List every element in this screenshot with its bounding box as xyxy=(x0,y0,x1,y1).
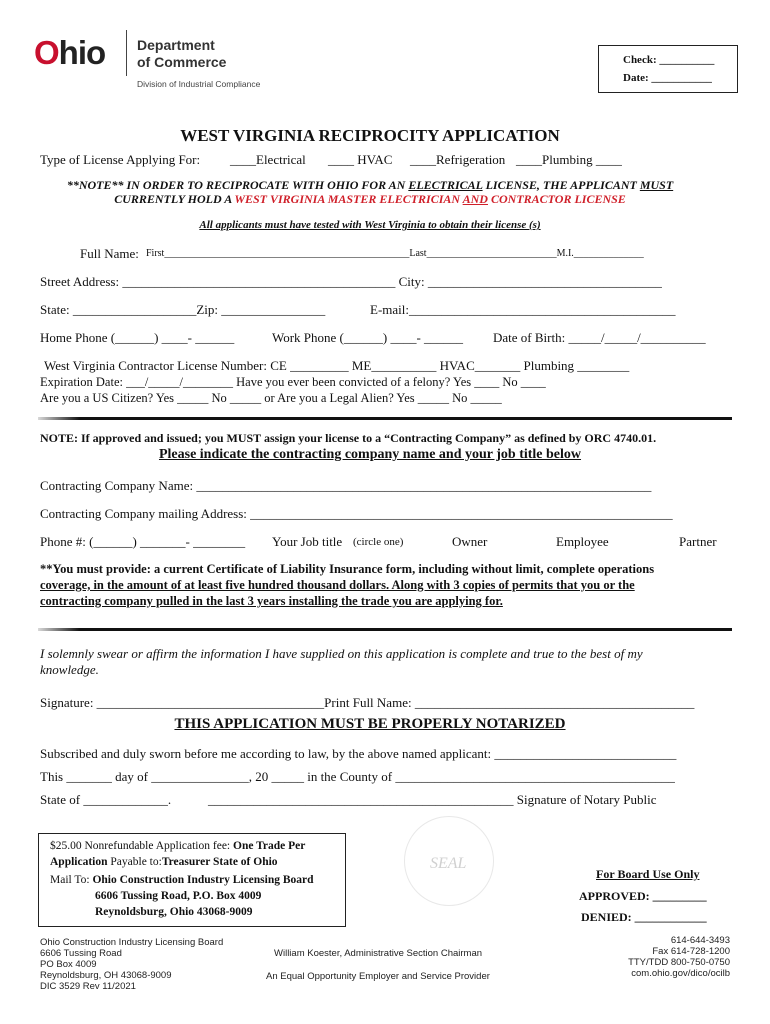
dept-line2: of Commerce xyxy=(137,54,227,70)
day-county-field[interactable]: This _______ day of _______________, 20 _____ in the County of ___________________________________________ xyxy=(40,769,675,784)
circle-one-label: (circle one) xyxy=(353,536,404,548)
job-title-employee[interactable]: Employee xyxy=(556,534,609,549)
license-hvac[interactable]: ____ HVAC xyxy=(328,152,393,167)
footer-address xyxy=(40,937,223,992)
fee-city: Reynoldsburg, Ohio 43068-9009 xyxy=(95,906,253,918)
department-name xyxy=(137,37,226,71)
license-refrigeration[interactable]: ____Refrigeration xyxy=(410,152,506,167)
job-title-partner[interactable]: Partner xyxy=(679,534,717,549)
mi-label: M.I. xyxy=(556,248,574,259)
contracting-note: NOTE: If approved and issued; you MUST assign your license to a “Contracting Company” as defined by ORC 4740.01. xyxy=(40,431,657,445)
company-phone-field[interactable]: Phone #: (______) _______- ________ xyxy=(40,534,246,549)
footer-website[interactable]: com.ohio.gov/dico/ocilb xyxy=(631,968,730,979)
note-text: LICENSE, THE APPLICANT xyxy=(482,178,640,192)
section-divider xyxy=(38,417,732,420)
note-must: MUST xyxy=(639,178,674,192)
notarized-heading: THIS APPLICATION MUST BE PROPERLY NOTARIZED xyxy=(174,716,566,732)
footer-phone: 614-644-3493 xyxy=(670,935,730,946)
fee-one-trade: One Trade Per xyxy=(233,840,306,852)
note-contractor: CONTRACTOR LICENSE xyxy=(487,192,626,206)
last-label: Last xyxy=(409,248,427,259)
state-zip-field[interactable]: State: ___________________Zip: ________________ xyxy=(40,302,326,317)
form-title: WEST VIRGINIA RECIPROCITY APPLICATION xyxy=(180,126,560,145)
company-address-field[interactable]: Contracting Company mailing Address: _________________________________________________________________ xyxy=(40,506,673,521)
notary-signature-field[interactable]: _______________________________________________ Signature of Notary Public xyxy=(208,792,657,807)
ohio-logo: Ohio xyxy=(34,34,106,71)
oath-line2: knowledge. xyxy=(40,662,99,677)
license-plumbing[interactable]: ____Plumbing ____ xyxy=(516,152,622,167)
first-blank[interactable]: _________________________________________________ xyxy=(164,248,410,259)
section-divider xyxy=(38,628,732,631)
footer-fax: Fax 614-728-1200 xyxy=(652,946,730,957)
footer-line: PO Box 4009 xyxy=(40,959,97,970)
fee-line2 xyxy=(50,856,278,868)
company-name-field[interactable]: Contracting Company Name: ______________________________________________________________________ xyxy=(40,478,652,493)
insurance-line1: **You must provide: a current Certificate of Liability Insurance form, including without limit, complete operations xyxy=(40,562,655,576)
footer-line: 6606 Tussing Road xyxy=(40,948,122,959)
subscribed-field[interactable]: Subscribed and duly sworn before me according to law, by the above named applicant: ____________________________ xyxy=(40,746,677,761)
dept-line1: Department xyxy=(137,37,215,53)
fee-text: $25.00 Nonrefundable Application fee: xyxy=(50,840,233,852)
state-of-field[interactable]: State of _____________. xyxy=(40,792,172,807)
note-and: AND xyxy=(462,192,488,206)
oath-line1: I solemnly swear or affirm the information I have supplied on this application is complete and true to the best of my xyxy=(40,646,643,661)
footer-line: Reynoldsburg, OH 43068-9009 xyxy=(40,970,172,981)
note-electrical: ELECTRICAL xyxy=(408,178,483,192)
note-text: CURRENTLY HOLD A xyxy=(114,192,235,206)
full-name-label: Full Name: xyxy=(80,246,139,261)
footer-tty: TTY/TDD 800-750-0750 xyxy=(628,957,730,968)
footer-contact xyxy=(628,935,730,979)
footer-eoe: An Equal Opportunity Employer and Service Provider xyxy=(266,971,490,982)
office-use-box xyxy=(598,45,738,93)
citizen-alien[interactable]: Are you a US Citizen? Yes _____ No _____ or Are you a Legal Alien? Yes _____ No _____ xyxy=(40,391,502,405)
work-phone-field[interactable]: Work Phone (______) ____- ______ xyxy=(272,330,464,345)
expiration-felony[interactable]: Expiration Date: ___/_____/________ Have you ever been convicted of a felony? Yes ____ No ____ xyxy=(40,375,546,389)
insurance-line3: contracting company pulled in the last 3 years installing the trade you are applying for. xyxy=(40,594,503,608)
fee-line3 xyxy=(50,874,314,886)
footer-line: Ohio Construction Industry Licensing Board xyxy=(40,937,224,948)
email-field[interactable]: E-mail:_________________________________________ xyxy=(370,302,676,317)
seal-label: SEAL xyxy=(430,855,467,872)
license-electrical[interactable]: ____Electrical xyxy=(230,152,306,167)
fee-treasurer: Treasurer State of Ohio xyxy=(161,856,278,868)
fee-mail-to: Mail To: xyxy=(50,874,93,886)
fee-application: Application xyxy=(50,856,108,868)
tested-note: All applicants must have tested with West Virginia to obtain their license (s) xyxy=(199,219,541,231)
insurance-line2: coverage, in the amount of at least five hundred thousand dollars. Along with 3 copies of permits that you or the xyxy=(40,578,635,592)
job-title-owner[interactable]: Owner xyxy=(452,534,488,549)
first-label: First xyxy=(146,248,165,259)
date-field[interactable]: Date: ___________ xyxy=(623,72,712,84)
home-phone-field[interactable]: Home Phone (______) ____- ______ xyxy=(40,330,235,345)
note-wv-master: WEST VIRGINIA MASTER ELECTRICIAN xyxy=(234,192,463,206)
note-text: **NOTE** IN ORDER TO RECIPROCATE WITH OHIO FOR AN xyxy=(66,178,409,192)
wv-license-numbers[interactable]: West Virginia Contractor License Number: CE _________ ME__________ HVAC_______ Plumbing ________ xyxy=(44,358,630,373)
last-blank[interactable]: __________________________ xyxy=(426,248,557,259)
signature-print-field[interactable]: Signature: ___________________________________Print Full Name: ___________________________________________ xyxy=(40,695,695,710)
dob-field[interactable]: Date of Birth: _____/_____/__________ xyxy=(493,330,706,345)
denied-field[interactable]: DENIED: ____________ xyxy=(581,910,707,924)
form-revision: DIC 3529 Rev 11/2021 xyxy=(40,981,136,992)
logo-divider xyxy=(126,30,127,76)
check-field[interactable]: Check: __________ xyxy=(623,54,715,66)
division-name: Division of Industrial Compliance xyxy=(137,79,261,89)
fee-payable: Payable to: xyxy=(107,856,162,868)
job-title-label: Your Job title xyxy=(272,534,343,549)
note-line2 xyxy=(0,192,740,207)
fee-address: 6606 Tussing Road, P.O. Box 4009 xyxy=(95,890,262,902)
footer-chairman: William Koester, Administrative Section Chairman xyxy=(274,948,483,959)
note-line1 xyxy=(0,178,740,193)
license-type-label: Type of License Applying For: xyxy=(40,152,201,167)
full-name-field[interactable] xyxy=(146,248,644,259)
fee-board-name: Ohio Construction Industry Licensing Board xyxy=(92,874,314,886)
approved-field[interactable]: APPROVED: _________ xyxy=(579,889,707,903)
contracting-heading: Please indicate the contracting company name and your job title below xyxy=(158,447,582,462)
mi-blank[interactable]: ______________ xyxy=(573,248,644,259)
street-city-field[interactable]: Street Address: __________________________________________ City: ____________________________________ xyxy=(40,274,662,289)
board-use-title: For Board Use Only xyxy=(596,867,700,881)
fee-line1 xyxy=(50,840,305,852)
